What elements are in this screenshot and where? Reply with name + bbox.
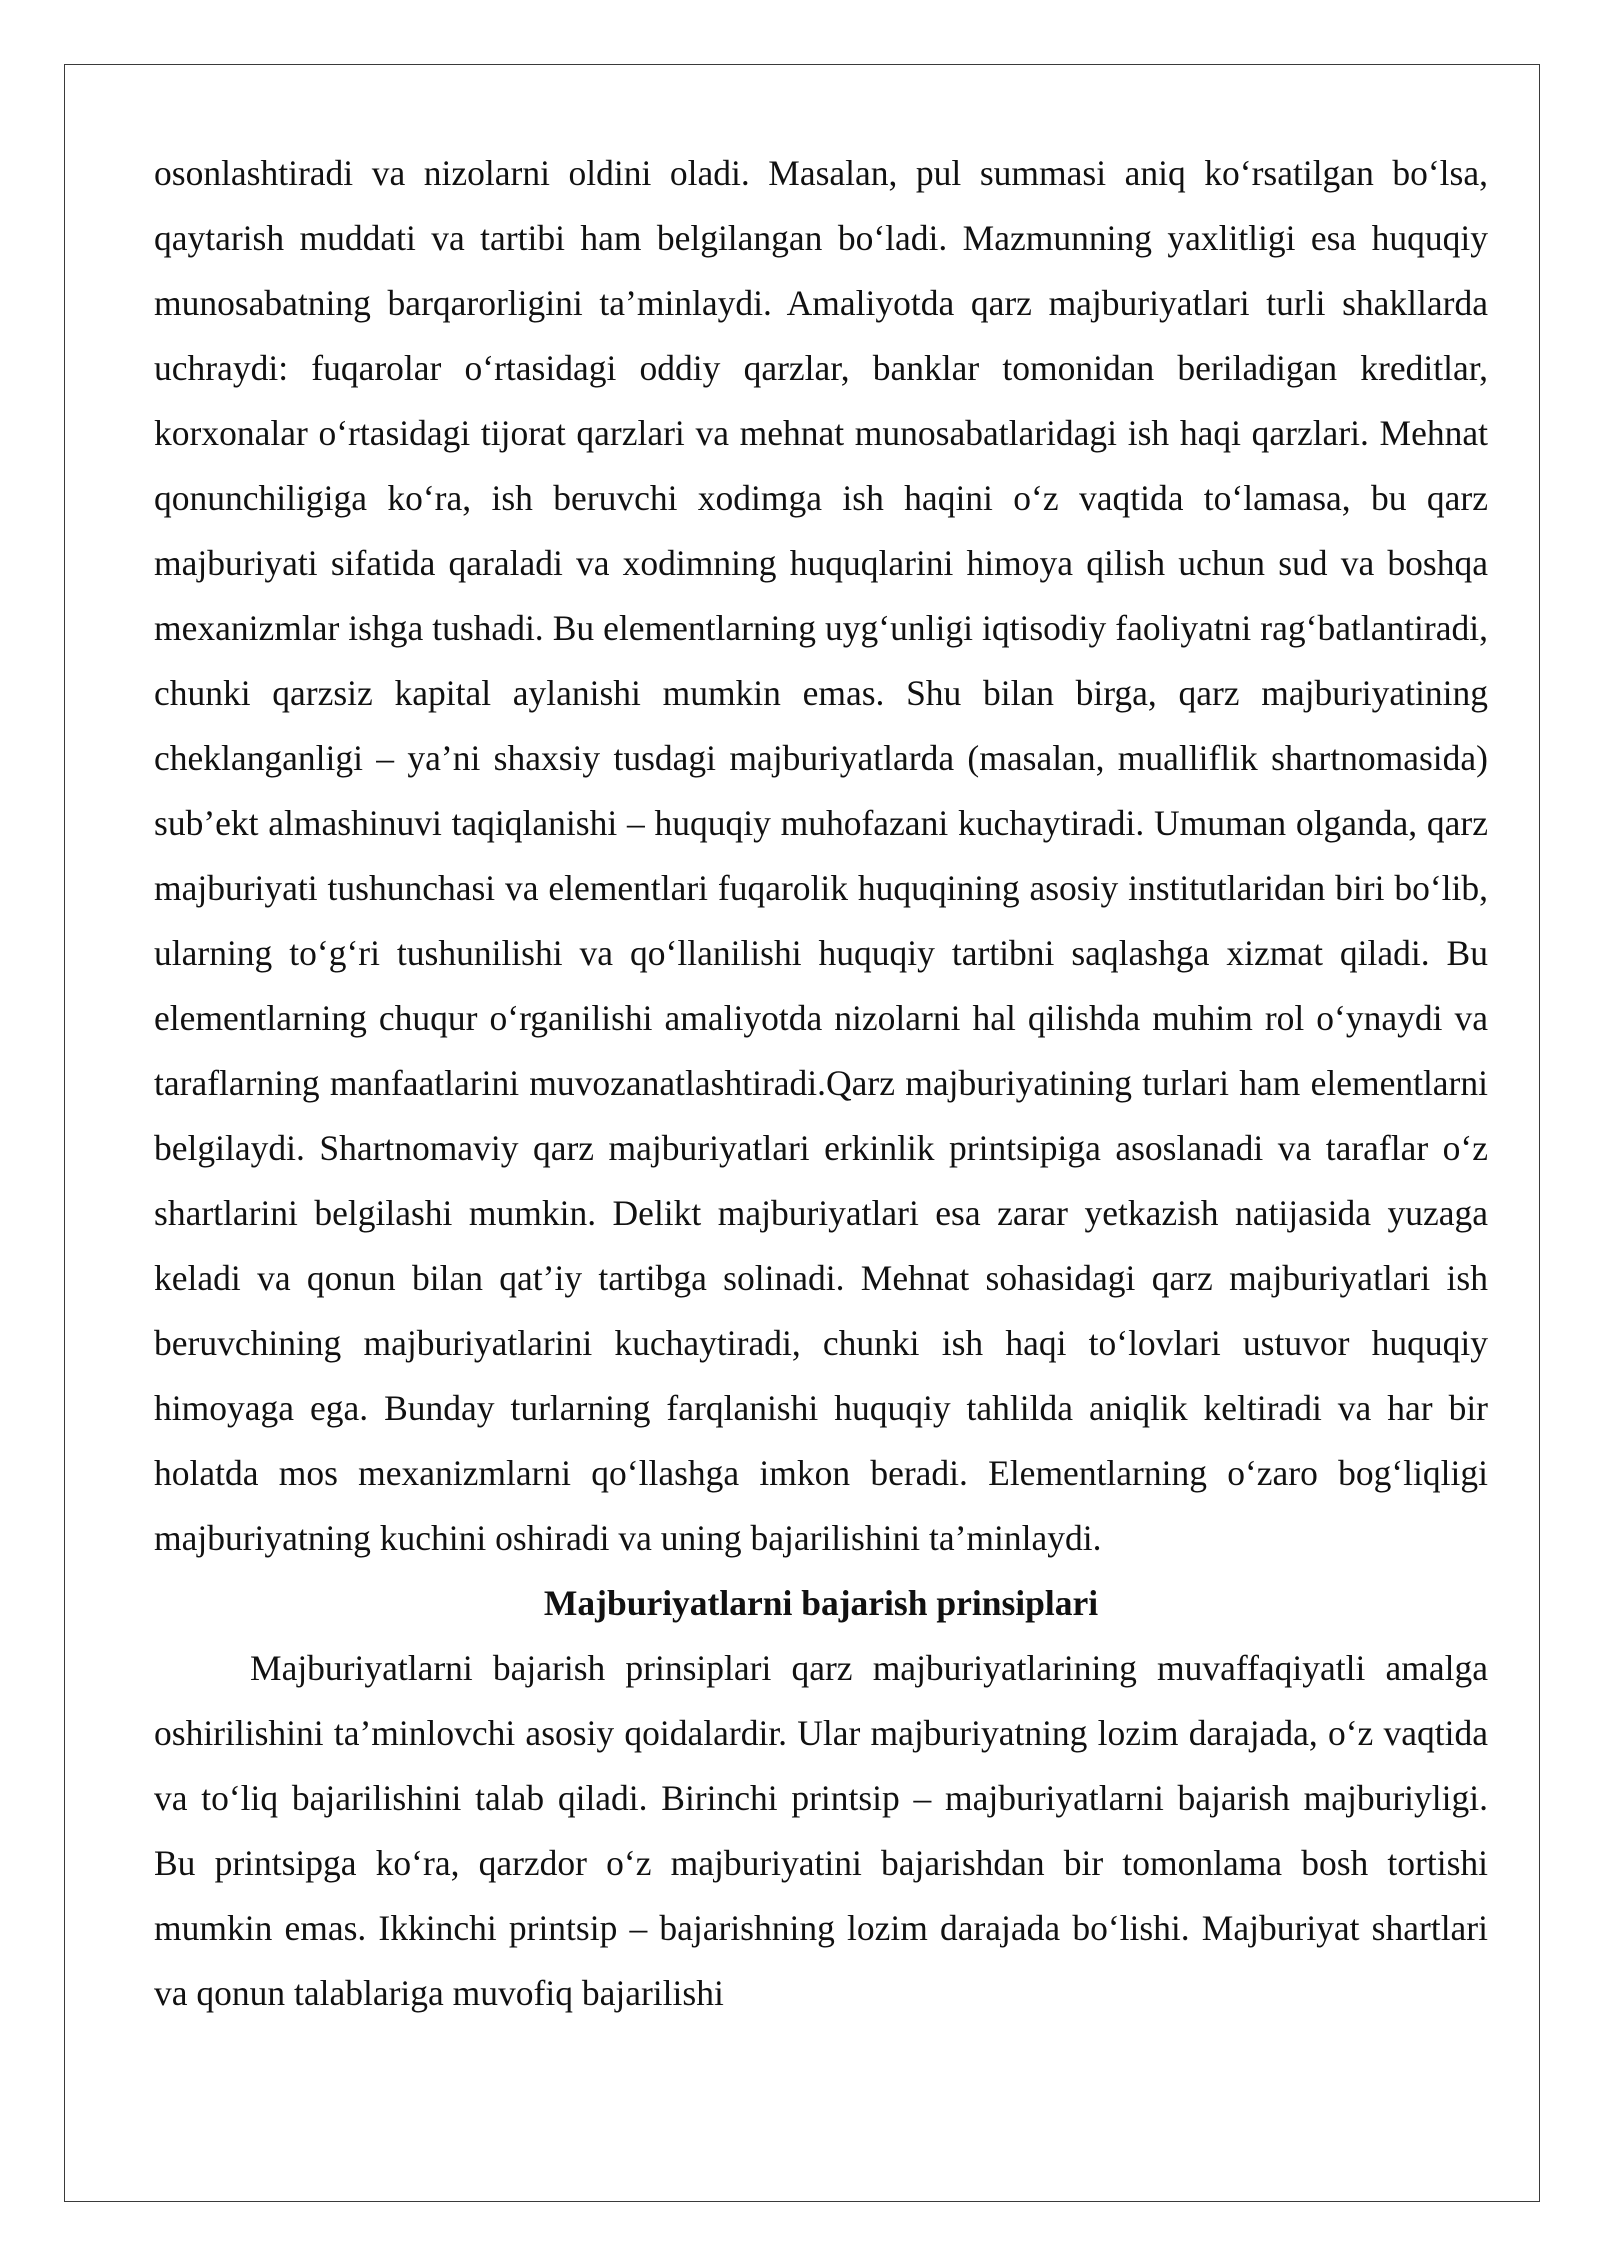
body-paragraph: osonlashtiradi va nizolarni oldini oladi. Masalan, pul summasi aniq ko‘rsatilgan bo‘lsa, qaytarish muddati va tartibi ham belgilangan bo‘ladi. Mazmunning yaxlitligi esa huquqiy munosabatning barqarorligini ta’minlaydi. Amaliyotda qarz majburiyatlari turli shakllarda uchraydi: fuqarolar o‘rtasidagi oddiy qarzlar, banklar tomonidan beriladigan kreditlar, korxonalar o‘rtasidagi tijorat qarzlari va mehnat munosabatlaridagi ish haqi qarzlari. Mehnat qonunchiligiga ko‘ra, ish beruvchi xodimga ish haqini o‘z vaqtida to‘lamasa, bu qarz majburiyati sifatida qaraladi va xodimning huquqlarini himoya qilish uchun sud va boshqa mexanizmlar ishga tushadi. Bu elementlarning uyg‘unligi iqtisodiy faoliyatni rag‘batlantiradi, chunki qarzsiz kapital aylanishi mumkin emas. Shu bilan birga, qarz majburiyatining cheklanganligi – ya’ni shaxsiy tusdagi majburiyatlarda (masalan, mualliflik shartnomasida) sub’ekt almashinuvi taqiqlanishi – huquqiy muhofazani kuchaytiradi. Umuman olganda, qarz majburiyati tushunchasi va elementlari fuqarolik huquqining asosiy institutlaridan biri bo‘lib, ularning to‘g‘ri tushunilishi va qo‘llanilishi huquqiy tartibni saqlashga xizmat qiladi. Bu elementlarning chuqur o‘rganilishi amaliyotda nizolarni hal qilishda muhim rol o‘ynaydi va taraflarning manfaatlarini muvozanatlashtiradi.Qarz majburiyatining turlari ham elementlarni belgilaydi. Shartnomaviy qarz majburiyatlari erkinlik printsipiga asoslanadi va taraflar o‘z shartlarini belgilashi mumkin. Delikt majburiyatlari esa zarar yetkazish natijasida yuzaga keladi va qonun bilan qat’iy tartibga solinadi. Mehnat sohasidagi qarz majburiyatlari ish beruvchining majburiyatlarini kuchaytiradi, chunki ish haqi to‘lovlari ustuvor huquqiy himoyaga ega. Bunday turlarning farqlanishi huquqiy tahlilda aniqlik keltiradi va har bir holatda mos mexanizmlarni qo‘llashga imkon beradi. Elementlarning o‘zaro bog‘liqligi majburiyatning kuchini oshiradi va uning bajarilishini ta’minlaydi. (154, 153, 1488, 1558)
document-body (154, 141, 1488, 2026)
body-paragraph: Majburiyatlarni bajarish prinsiplari qarz majburiyatlarining muvaffaqiyatli amalga oshirilishini ta’minlovchi asosiy qoidalardir. Ular majburiyatning lozim darajada, o‘z vaqtida va to‘liq bajarilishini talab qiladi. Birinchi printsip – majburiyatlarni bajarish majburiyligi. Bu printsipga ko‘ra, qarzdor o‘z majburiyatini bajarishdan bir tomonlama bosh tortishi mumkin emas. Ikkinchi printsip – bajarishning lozim darajada bo‘lishi. Majburiyat shartlari va qonun talablariga muvofiq bajarilishi (154, 1648, 1488, 2013)
section-heading: Majburiyatlarni bajarish prinsiplari (543, 1583, 1099, 1623)
